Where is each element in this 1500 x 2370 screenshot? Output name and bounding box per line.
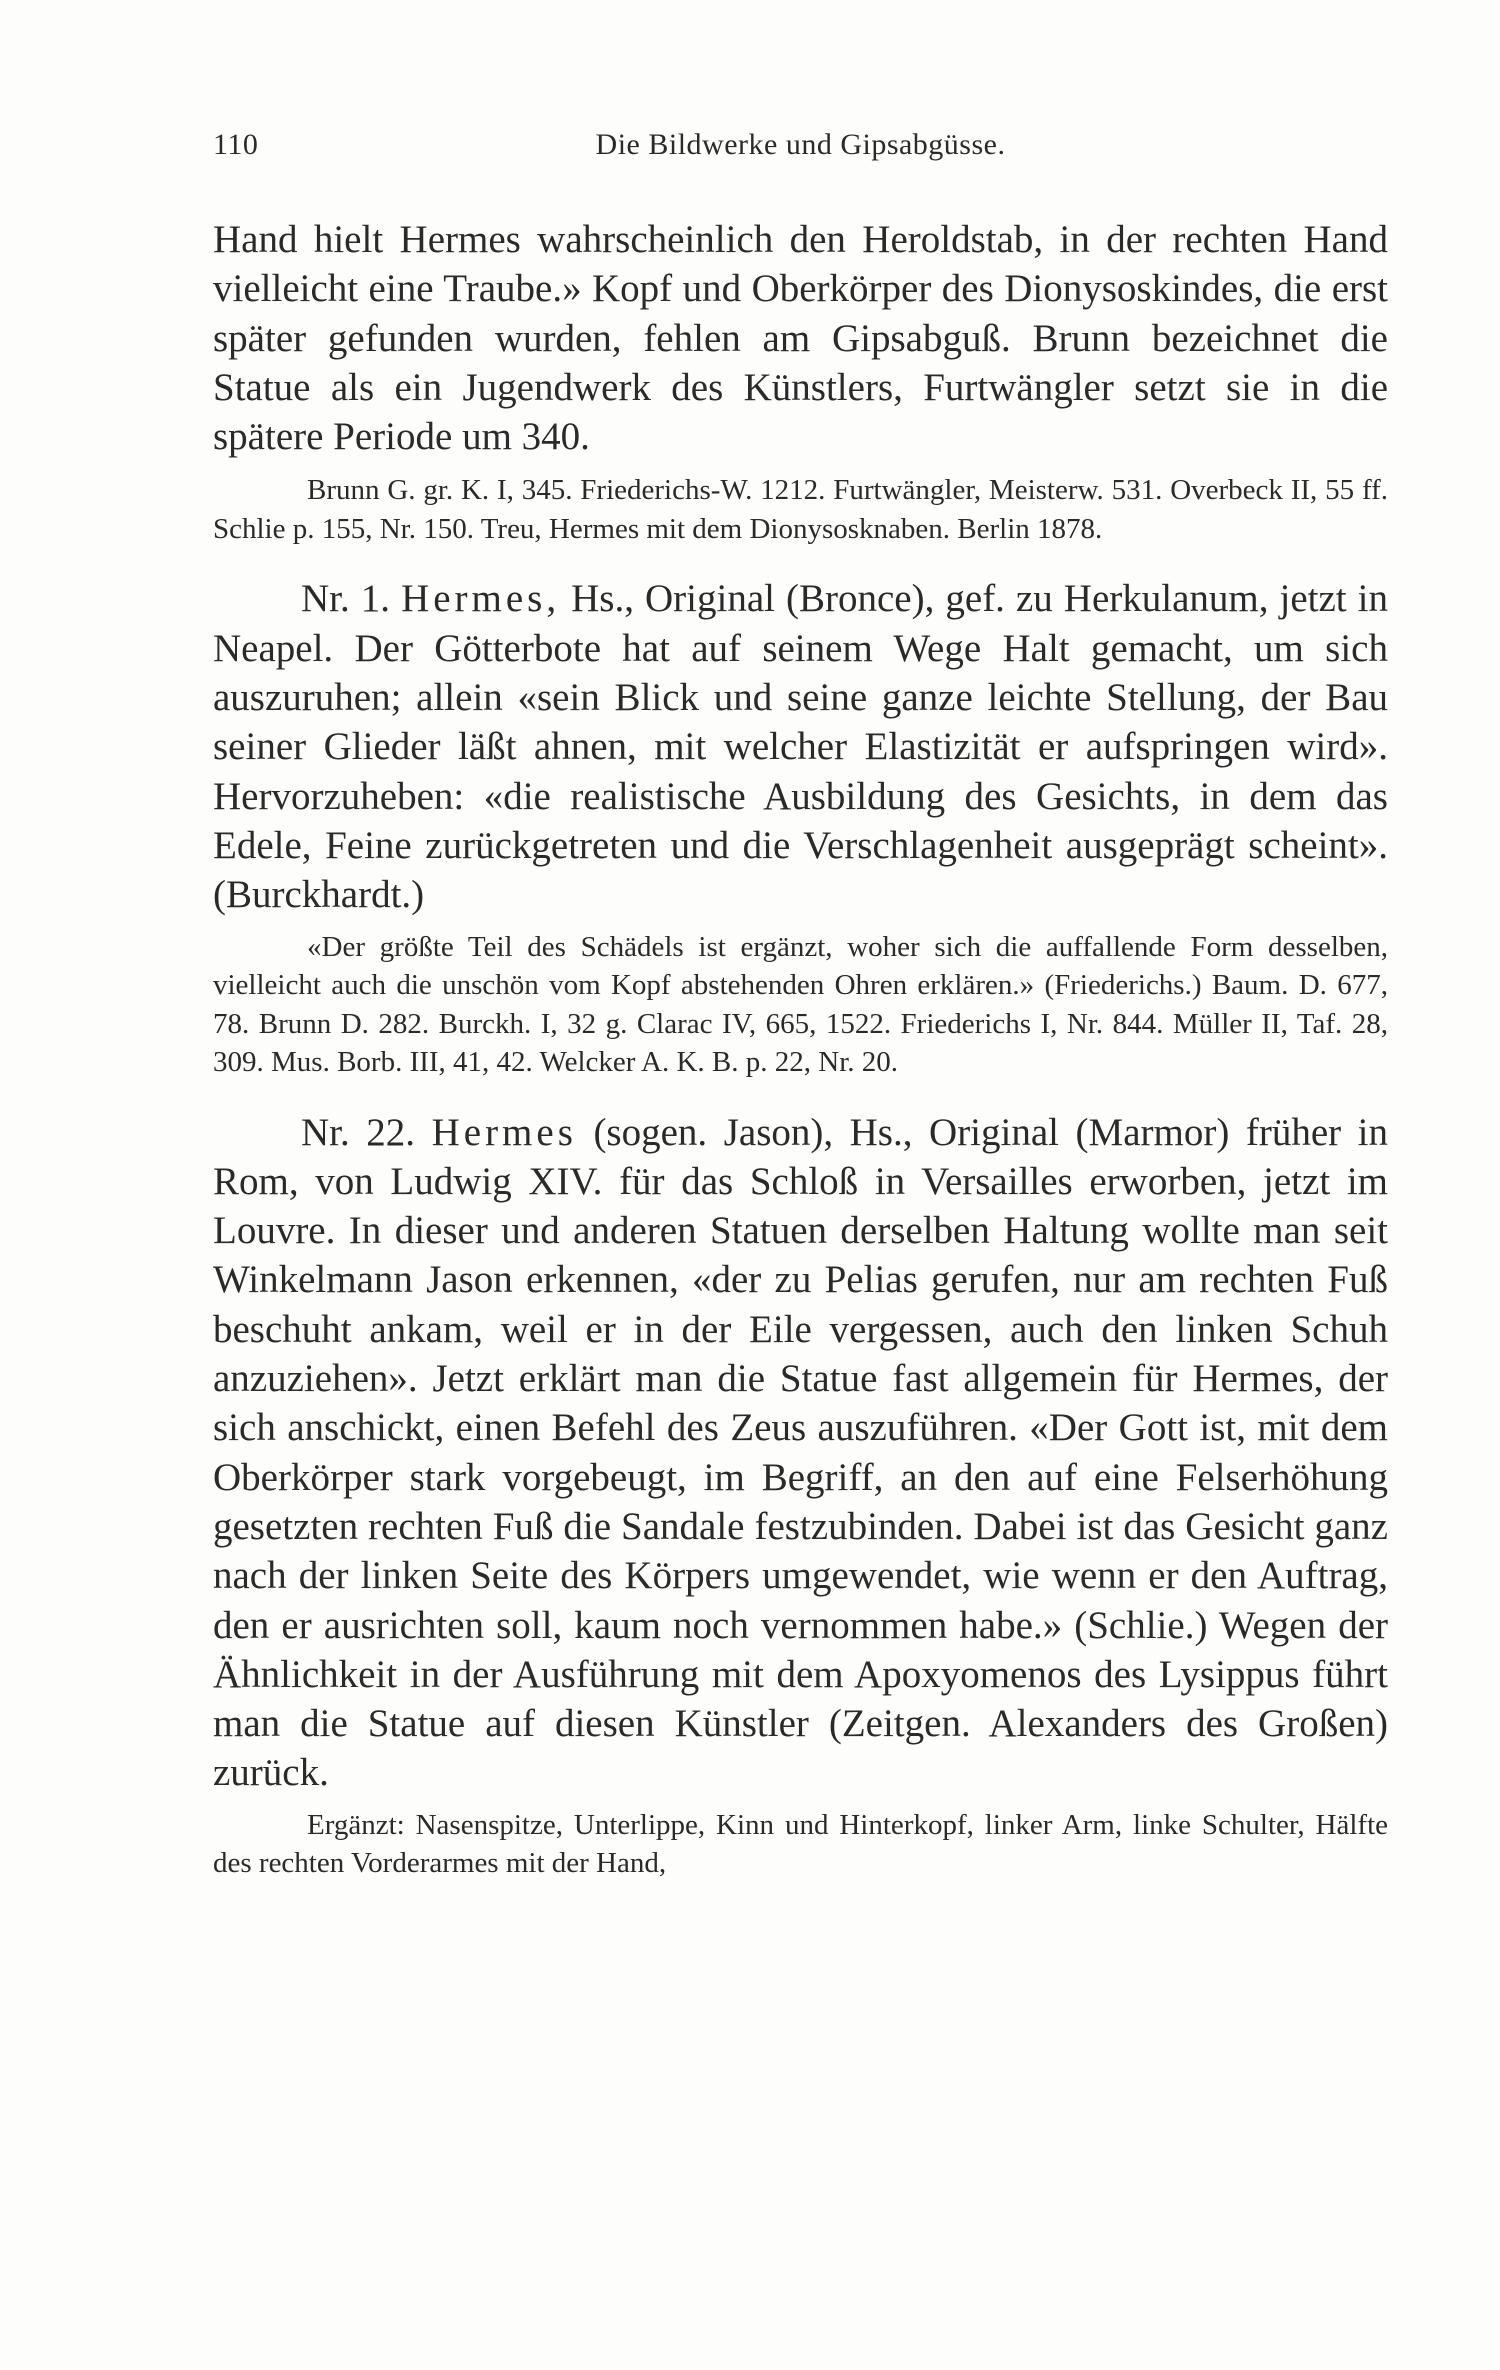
entry-title: Hermes (431, 1110, 577, 1154)
entry-number: Nr. 22. (301, 1110, 416, 1154)
page-body (213, 215, 1388, 1909)
page-number: 110 (213, 128, 259, 161)
page-header (213, 128, 1388, 176)
catalog-entry (213, 1108, 1388, 1798)
entry-title: Hermes, (401, 577, 561, 621)
reference-note: Brunn G. gr. K. I, 345. Friederichs-W. 1212. Furtwängler, Meisterw. 531. Overbeck II, 55 ff. Schlie p. 155, Nr. 150. Treu, Hermes mit dem Dionysosknaben. Berlin 1878. (213, 474, 1388, 545)
running-title: Die Bildwerke und Gipsabgüsse. (595, 128, 1006, 161)
entry-text: (sogen. Jason), Hs., Original (Marmor) früher in Rom, von Ludwig XIV. für das Schloß in Versailles erworben, jetzt im Louvre. In dieser und anderen Statuen derselben Haltung wollte man seit Winkelmann Jason erkennen, «der zu Pelias gerufen, nur am rechten Fuß beschuht ankam, weil er in der Eile vergessen, auch den linken Schuh anzuziehen». Jetzt erklärt man die Statue fast allgemein für Hermes, der sich anschickt, einen Befehl des Zeus auszuführen. «Der Gott ist, mit dem Oberkörper stark vorgebeugt, im Begriff, an den auf eine Felserhöhung gesetzten rechten Fuß die Sandale festzubinden. Dabei ist das Gesicht ganz nach der linken Seite des Körpers umgewendet, wie wenn er den Auftrag, den er ausrichten soll, kaum noch vernommen habe.» (Schlie.) Wegen der Ähnlichkeit in der Ausführung mit dem Apoxyomenos des Lysippus führt man die Statue auf diesen Künstler (Zeitgen. Alexanders des Großen) zurück. (213, 1110, 1389, 1795)
catalog-entry (213, 574, 1388, 919)
reference-note: «Der größte Teil des Schädels ist ergänzt, woher sich die auffallende Form desselben, vielleicht auch die unschön vom Kopf abstehenden Ohren erklären.» (Friederichs.) Baum. D. 677, 78. Brunn D. 282. Burckh. I, 32 g. Clarac IV, 665, 1522. Friederichs I, Nr. 844. Müller II, Taf. 28, 309. Mus. Borb. III, 41, 42. Welcker A. K. B. p. 22, Nr. 20. (213, 930, 1388, 1079)
paragraph-continuation: Hand hielt Hermes wahrscheinlich den Heroldstab, in der rechten Hand vielleicht eine Traube.» Kopf und Oberkörper des Dionysoskindes, die erst später gefunden wurden, fehlen am Gipsabguß. Brunn bezeichnet die Statue als ein Jugendwerk des Künstlers, Furtwängler setzt sie in die spätere Periode um 340. (213, 218, 1388, 459)
entry-number: Nr. 1. (301, 577, 391, 621)
reference-note: Ergänzt: Nasenspitze, Unterlippe, Kinn und Hinterkopf, linker Arm, linke Schulter, Hälfte des rechten Vorderarmes mit der Hand, (213, 1808, 1388, 1880)
entry-text: Hs., Original (Bronce), gef. zu Herkulanum, jetzt in Neapel. Der Götterbote hat auf seinem Wege Halt gemacht, um sich auszuruhen; allein «sein Blick und seine ganze leichte Stellung, der Bau seiner Glieder läßt ahnen, mit welcher Elastizität er aufspringen wird». Hervorzuheben: «die realistische Ausbildung des Gesichts, in dem das Edele, Feine zurückgetreten und die Verschlagenheit ausgeprägt scheint». (Burckhardt.) (213, 577, 1389, 917)
